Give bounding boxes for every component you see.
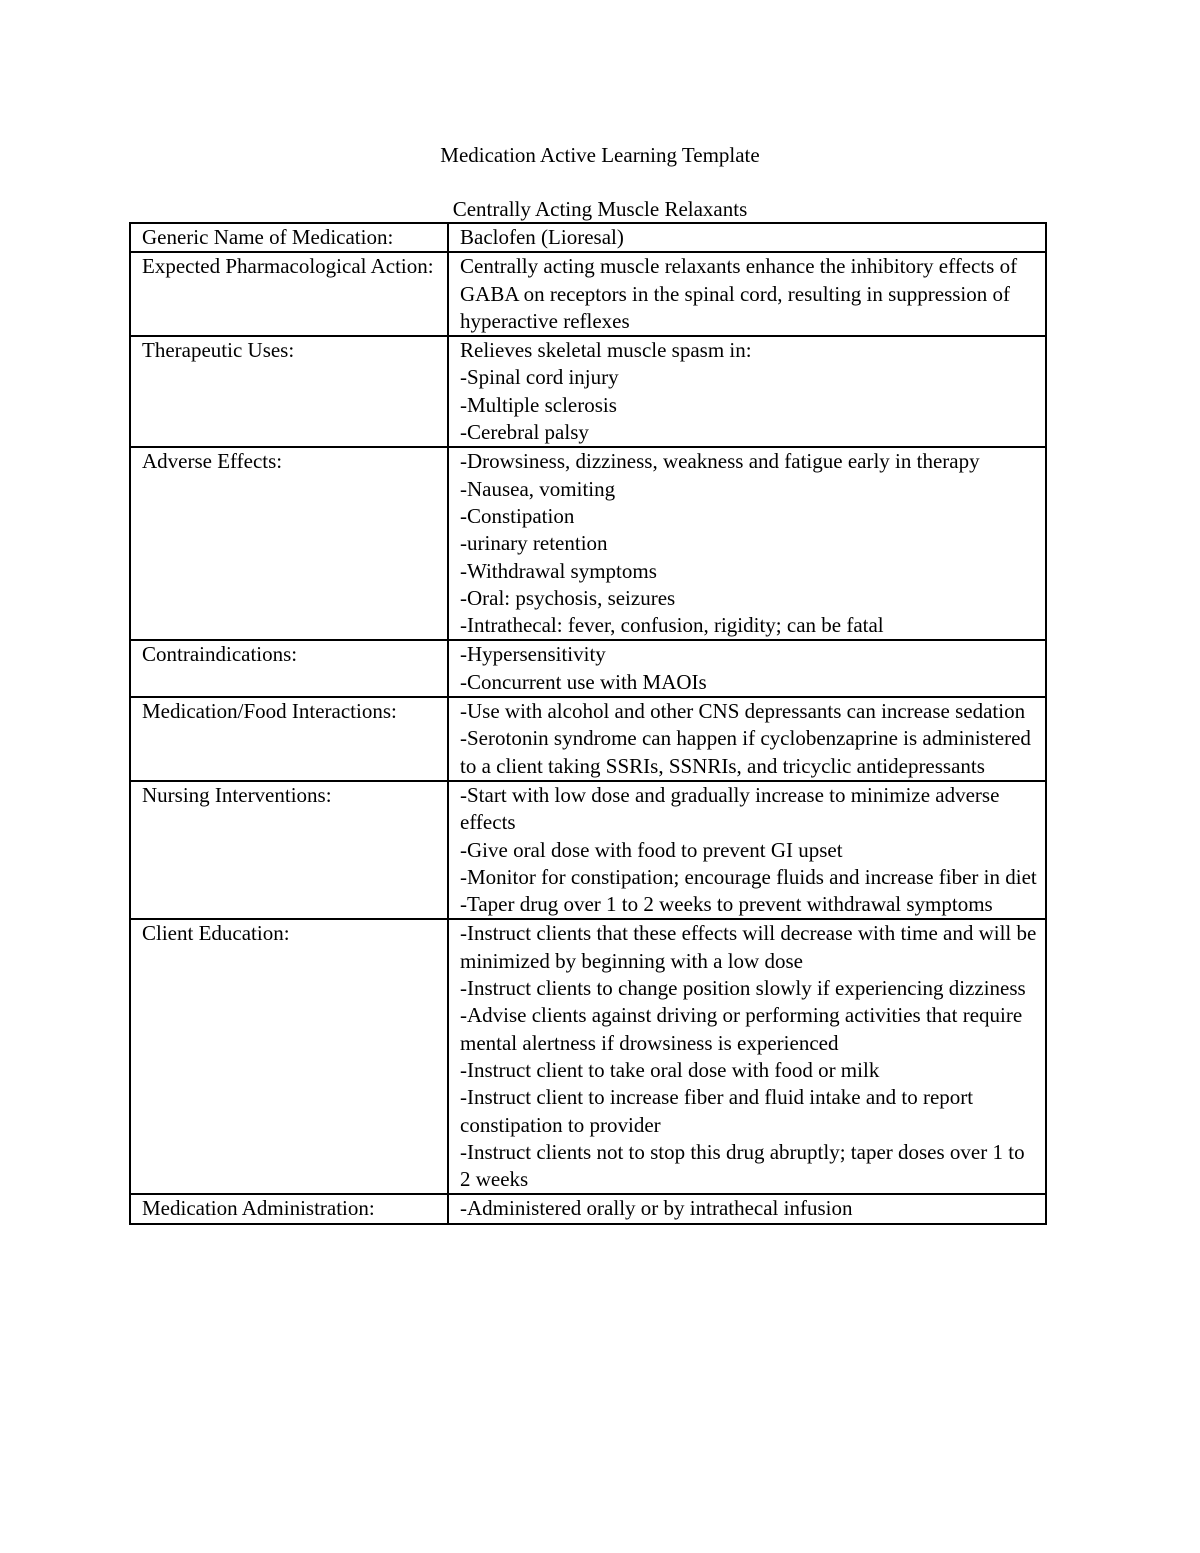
table-row [130, 223, 1046, 252]
row-label: Generic Name of Medication: [130, 223, 448, 252]
content-line: -Cerebral palsy [460, 420, 589, 445]
content-line: -urinary retention [460, 531, 608, 556]
content-line: -Withdrawal symptoms [460, 558, 657, 583]
content-line: -Start with low dose and gradually increase to minimize adverse effects [460, 782, 1000, 835]
content-line: -Instruct client to take oral dose with food or milk [460, 1057, 880, 1082]
content-line: -Constipation [460, 503, 575, 528]
content-line: Baclofen (Lioresal) [460, 225, 624, 249]
table-row [130, 781, 1046, 919]
content-line: Centrally acting muscle relaxants enhance the inhibitory effects of GABA on receptors in the spinal cord, resulting in suppression of [460, 254, 1018, 306]
row-label: Nursing Interventions: [130, 781, 448, 919]
content-line: -Multiple sclerosis [460, 392, 617, 417]
content-line: -Administered orally or by intrathecal infusion [460, 1196, 853, 1221]
row-content [448, 336, 1046, 447]
medication-table [129, 222, 1047, 1225]
row-label: Expected Pharmacological Action: [130, 252, 448, 336]
content-line: -Instruct client to increase fiber and fluid intake and to report constipation to provider [460, 1085, 974, 1137]
table-row [130, 919, 1046, 1194]
content-line: -Taper drug over 1 to 2 weeks to prevent withdrawal symptoms [460, 892, 993, 917]
document-title: Medication Active Learning Template [440, 143, 760, 167]
row-content [448, 1194, 1046, 1223]
row-label: Medication Administration: [130, 1194, 448, 1223]
row-label: Therapeutic Uses: [130, 336, 448, 447]
row-content [448, 223, 1046, 252]
content-line: -Oral: psychosis, seizures [460, 585, 676, 610]
content-line: -Serotonin syndrome can happen if cyclobenzaprine is administered to a client taking SSRIs, SSNRIs, and tricyclic antidepressants [460, 726, 1031, 778]
row-content [448, 919, 1046, 1194]
content-line: -Instruct clients that these effects will decrease with time and will be minimized by beginning with a low dose [460, 921, 1037, 973]
content-line: -Nausea, vomiting [460, 476, 616, 501]
content-line: -Concurrent use with MAOIs [460, 669, 707, 694]
content-line: -Advise clients against driving or performing activities that require mental alertness if drowsiness is experienced [460, 1003, 1023, 1055]
row-label: Client Education: [130, 919, 448, 1194]
content-line: Relieves skeletal muscle spasm in: [460, 338, 752, 363]
row-content [448, 781, 1046, 919]
row-content [448, 640, 1046, 697]
row-content [448, 697, 1046, 781]
document-subtitle: Centrally Acting Muscle Relaxants [452, 197, 748, 221]
content-line: hyperactive reflexes [460, 308, 630, 333]
content-line: -Spinal cord injury [460, 365, 619, 390]
table-row [130, 447, 1046, 640]
content-line: -Hypersensitivity [460, 642, 606, 667]
row-content [448, 252, 1046, 336]
table-row [130, 640, 1046, 697]
content-line: -Drowsiness, dizziness, weakness and fatigue early in therapy [460, 449, 980, 474]
table-row [130, 1194, 1046, 1223]
table-row [130, 697, 1046, 781]
table-row [130, 336, 1046, 447]
table-row [130, 252, 1046, 336]
content-line: -Give oral dose with food to prevent GI upset [460, 837, 843, 862]
content-line: -Use with alcohol and other CNS depressants can increase sedation [460, 699, 1026, 724]
row-label: Contraindications: [130, 640, 448, 697]
row-content [448, 447, 1046, 640]
content-line: -Instruct clients not to stop this drug abruptly; taper doses over 1 to 2 weeks [460, 1139, 1025, 1192]
content-line: -Intrathecal: fever, confusion, rigidity; can be fatal [460, 613, 884, 638]
row-label: Adverse Effects: [130, 447, 448, 640]
row-label: Medication/Food Interactions: [130, 697, 448, 781]
content-line: -Instruct clients to change position slowly if experiencing dizziness [460, 976, 1026, 1001]
content-line: -Monitor for constipation; encourage fluids and increase fiber in diet [460, 864, 1037, 889]
